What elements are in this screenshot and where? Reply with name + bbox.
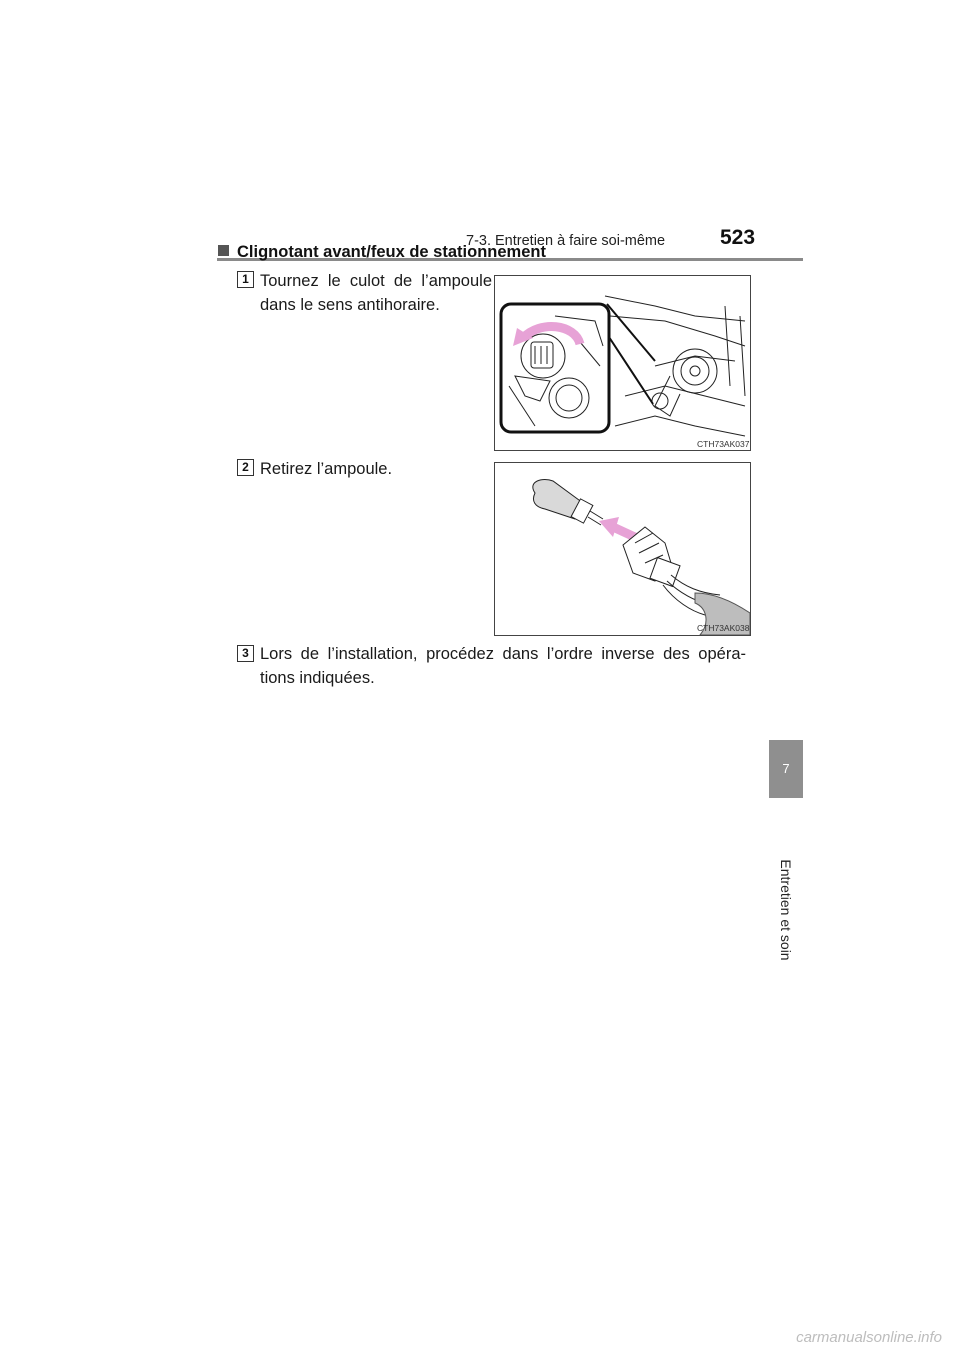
running-header-section: 7-3. Entretien à faire soi-même: [466, 233, 666, 249]
chapter-title: Entretien et soin: [778, 859, 794, 961]
step-3-line-2: tions indiquées.: [260, 669, 375, 687]
step-2-text: [260, 457, 492, 481]
bullet-square-icon: [218, 245, 229, 256]
step-3-line-1: Lors de l’installation, procédez dans l’ordre inverse des opéra-: [260, 645, 746, 663]
headlamp-socket-illustration: [495, 276, 750, 450]
figure-2-code: CTH73AK038: [697, 623, 750, 633]
step-1-line-1: Tournez le culot de l’ampoule: [260, 272, 492, 290]
step-badge-2: 2: [237, 459, 254, 476]
step-2-line-1: Retirez l’ampoule.: [260, 460, 393, 478]
chapter-number: 7: [782, 761, 790, 776]
step-1-line-2: dans le sens antihoraire.: [260, 296, 440, 314]
section-title: [218, 243, 546, 262]
figure-2: [494, 462, 751, 636]
step-1-text: [260, 269, 492, 317]
bulb-removal-illustration: [495, 463, 750, 635]
chapter-tab: [769, 740, 803, 798]
watermark: carmanualsonline.info: [796, 1329, 942, 1346]
step-3-text: [260, 642, 746, 690]
figure-1-code: CTH73AK037: [697, 439, 750, 449]
step-badge-3: 3: [237, 645, 254, 662]
step-badge-1: 1: [237, 271, 254, 288]
figure-1: [494, 275, 751, 451]
section-title-text: Clignotant avant/feux de stationnement: [237, 243, 546, 261]
page-number: 523: [720, 226, 756, 249]
